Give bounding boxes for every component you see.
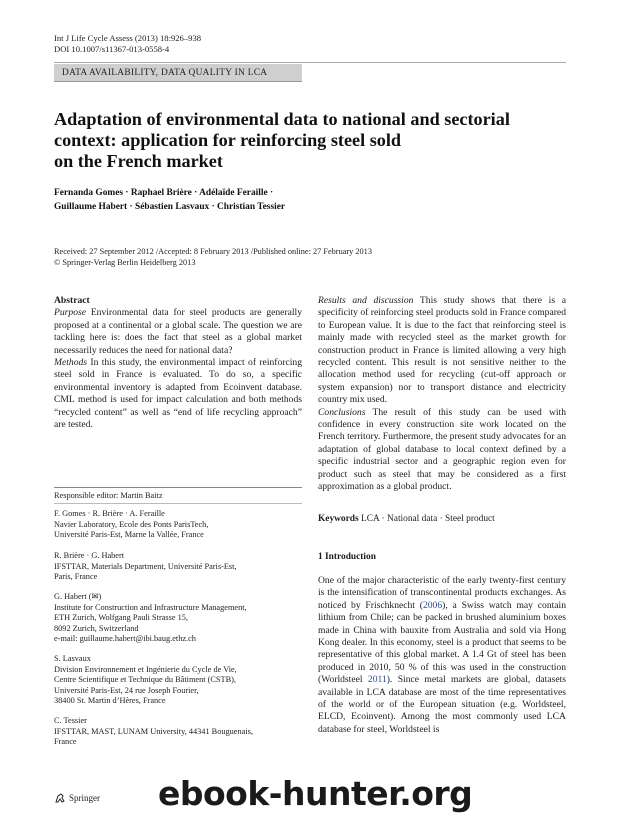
- keywords: [318, 514, 495, 524]
- affiliation-line: Paris, France: [54, 572, 98, 582]
- author-line: Fernanda Gomes · Raphael Brière · Adélaïde Feraille ·: [54, 188, 274, 198]
- article-title: [54, 109, 524, 172]
- affiliation-line: Institute for Construction and Infrastructure Management,: [54, 602, 247, 612]
- results-label: Results and discussion: [318, 295, 414, 306]
- abstract-methods: [54, 357, 302, 431]
- affiliation: [54, 716, 304, 748]
- abstract-heading: [54, 295, 302, 307]
- title-line: Adaptation of environmental data to national and sectorial: [54, 109, 510, 129]
- affiliation-line: ETH Zurich, Wolfgang Pauli Strasse 15,: [54, 613, 188, 623]
- keywords-label: Keywords: [318, 514, 359, 524]
- citation-link[interactable]: 2011: [367, 674, 387, 686]
- responsible-editor: Responsible editor: Martin Baitz: [54, 491, 163, 500]
- journal-citation: Int J Life Cycle Assess (2013) 18:926–938: [54, 33, 202, 43]
- affiliation-line: S. Lasvaux: [54, 654, 91, 663]
- abstract-right: [318, 295, 566, 494]
- header-rule: [54, 62, 566, 63]
- affiliation-line: Division Environnement et Ingénierie du Cycle de Vie,: [54, 664, 237, 674]
- intro-paragraph: [318, 575, 566, 736]
- affiliation-line: G. Habert (✉): [54, 592, 102, 601]
- purpose-text: Environmental data for steel products are generally proposed at a continental or a global scale. The question we are tackling here is: does the fact that steel as a global market necessarily reduces the need for national data?: [54, 307, 302, 356]
- affiliation: [54, 654, 304, 707]
- watermark: ebook-hunter.org: [158, 774, 473, 813]
- abstract-left: [54, 295, 302, 431]
- conclusions-label: Conclusions: [318, 406, 366, 418]
- affiliation: [54, 509, 304, 541]
- affiliation-line: Navier Laboratory, Ecole des Ponts ParisTech,: [54, 519, 209, 529]
- email-link[interactable]: e-mail: guillaume.habert@ibi.baug.ethz.ch: [54, 634, 196, 644]
- methods-text: In this study, the environmental impact of reinforcing steel sold in France is evaluated. To do so, a specific environmental inventory is adapted from Ecoinvent database. CML method is used for impact calculation and both methods “recycled content” as well as “end of life recycling approach” are tested.: [54, 357, 302, 431]
- affiliation-line: IFSTTAR, MAST, LUNAM University, 44341 Bouguenais,: [54, 726, 253, 736]
- publisher-name: Springer: [69, 793, 100, 803]
- affiliation-line: 8092 Zurich, Switzerland: [54, 623, 139, 633]
- section-heading: 1 Introduction: [318, 552, 376, 562]
- citation-link[interactable]: 2006: [422, 599, 443, 611]
- section-tag: DATA AVAILABILITY, DATA QUALITY IN LCA: [54, 64, 302, 82]
- intro-text: [318, 575, 566, 736]
- purpose-label: Purpose: [54, 307, 86, 319]
- affiliation-line: IFSTTAR, Materials Department, Université Paris-Est,: [54, 561, 237, 571]
- author-line: Guillaume Habert · Sébastien Lasvaux · Christian Tessier: [54, 202, 286, 212]
- affiliation-line: Université Paris-Est, Marne la Vallée, France: [54, 530, 204, 540]
- publisher-footer: [54, 792, 100, 804]
- affiliation-line: C. Tessier: [54, 716, 87, 725]
- affiliation-line: France: [54, 737, 77, 747]
- affiliation-line: 38400 St. Martin d’Hères, France: [54, 696, 166, 706]
- dates-line: Received: 27 September 2012 /Accepted: 8 February 2013 /Published online: 27 February 2013: [54, 247, 372, 256]
- affiliation: [54, 551, 304, 583]
- abstract-heading-text: Abstract: [54, 295, 90, 306]
- editor-rule: [54, 503, 302, 504]
- intro-text-b: ), a Swiss watch may contain lithium from Chile; can be packed in brushed aluminium boxes made in China with bauxite from Australia and sold via Hong Kong dealer. In this economy, steel is a product that seems to be representative of this global market. A 1.4 Gt of steel has been produced in 2010, 50 % of this was used in the construction (Worldsteel: [318, 599, 566, 686]
- abstract-results: [318, 295, 566, 407]
- affiliation-line: Université Paris-Est, 24 rue Joseph Fourier,: [54, 685, 199, 695]
- conclusions-text: The result of this study can be used with confidence in every construction site work located on the French territory. Furthermore, the present study advocates for an adaptation of global database to local context defined by a specific industrial sector and a geographic region even for product such as steel that may be considered as a first approximation as a global product.: [318, 406, 566, 493]
- title-line: on the French market: [54, 151, 223, 171]
- affiliation-line: Centre Scientifique et Technique du Bâtiment (CSTB),: [54, 675, 236, 685]
- affiliation-line: F. Gomes · R. Brière · A. Feraille: [54, 509, 165, 518]
- author-list: [54, 186, 524, 214]
- springer-horse-icon: [54, 792, 66, 804]
- keywords-text: LCA · National data · Steel product: [358, 514, 495, 524]
- publication-dates: [54, 246, 372, 268]
- affiliation: [54, 592, 304, 645]
- abstract-purpose: [54, 307, 302, 357]
- footnote-rule: [54, 487, 302, 488]
- intro-text-a: One of the major characteristic of the early twenty-first century is the intensification of transcontinental products exchanges. As noticed by Frischknecht (: [318, 575, 566, 611]
- abstract-conclusions: [318, 407, 566, 494]
- copyright-line: © Springer-Verlag Berlin Heidelberg 2013: [54, 258, 196, 267]
- title-line: context: application for reinforcing steel sold: [54, 130, 402, 150]
- intro-text-c: ). Since metal markets are global, datasets available in LCA database are most of the time representatives of the world or of the European situation (e.g. Worldsteel, ELCD, Ecoinvent). Among the most commonly used LCA database for steel, Worldsteel is: [318, 674, 566, 735]
- affiliation-line: R. Brière · G. Habert: [54, 551, 125, 560]
- doi: DOI 10.1007/s11367-013-0558-4: [54, 44, 170, 54]
- methods-label: Methods: [54, 357, 88, 369]
- results-text: This study shows that there is a specificity of reinforcing steel products sold in France compared to European value. It is due to the fact that reinforcing steel is mainly made with recycled steel as the market growth for construction product in France is limited allowing a very high recycled content. This result is not sensitive neither to the allocation method used for recycling (cut-off approach or system expansion) nor to transport distance and electricity country mix used.: [318, 295, 566, 406]
